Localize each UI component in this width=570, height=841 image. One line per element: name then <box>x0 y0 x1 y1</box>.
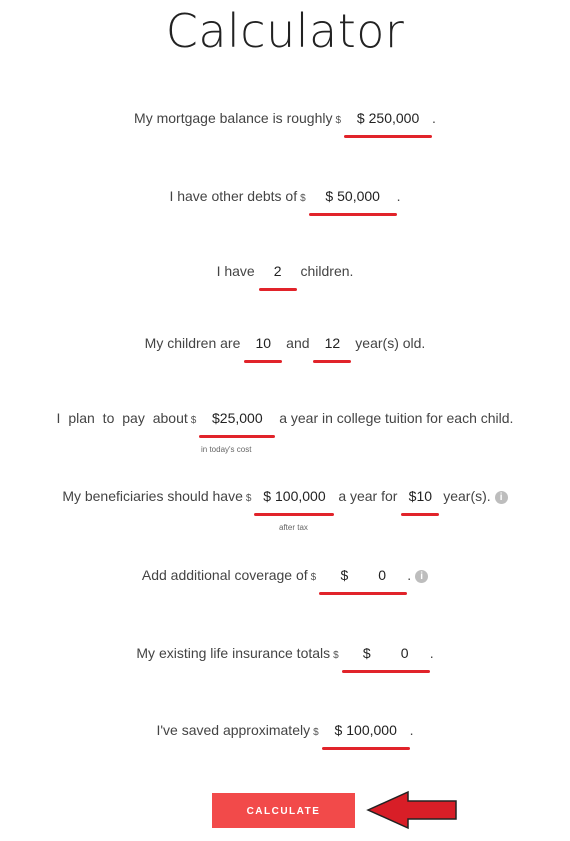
years-label: year(s). <box>443 488 491 504</box>
beneficiaries-years-value: 10 <box>416 488 433 504</box>
and-label: and <box>286 335 310 351</box>
saved-row <box>0 722 570 738</box>
dollar-sign: $ <box>263 488 272 504</box>
calculate-button[interactable]: CALCULATE <box>212 793 355 828</box>
beneficiaries-label: My beneficiaries should have <box>62 488 243 504</box>
period: . <box>409 722 414 738</box>
currency-label: $ <box>310 572 317 583</box>
years-old-label: year(s) old. <box>355 335 426 351</box>
input-underline <box>401 513 439 516</box>
existing-value: 0 <box>400 645 409 661</box>
additional-label: Add additional coverage of <box>141 567 308 583</box>
red-arrow-icon <box>364 789 460 831</box>
children-count-row <box>0 263 570 279</box>
input-underline <box>244 360 282 363</box>
beneficiaries-row <box>0 488 570 504</box>
existing-label: My existing life insurance totals <box>136 645 331 661</box>
input-underline <box>319 592 407 595</box>
mortgage-value: 250,000 <box>368 110 420 126</box>
tuition-label: I plan to pay about <box>56 410 188 426</box>
input-underline <box>344 135 432 138</box>
input-underline <box>309 213 397 216</box>
tuition-value: 25,000 <box>219 410 263 426</box>
saved-input[interactable] <box>322 722 410 738</box>
dollar-sign: $ <box>334 722 343 738</box>
children-label: children. <box>300 263 354 279</box>
child-age-2-value: 12 <box>324 335 341 351</box>
currency-label: $ <box>245 493 252 504</box>
additional-value: 0 <box>378 567 387 583</box>
mortgage-label: My mortgage balance is roughly <box>134 110 333 126</box>
period: . <box>432 110 436 126</box>
dollar-sign: $ <box>340 567 349 583</box>
info-icon[interactable]: i <box>415 570 428 583</box>
children-count-label: I have <box>216 263 255 279</box>
debts-label: I have other debts of <box>169 188 298 204</box>
debts-value: 50,000 <box>337 188 380 204</box>
input-underline <box>342 670 430 673</box>
child-age-1-input[interactable] <box>244 335 282 351</box>
dollar-sign: $ <box>356 110 365 126</box>
currency-label: $ <box>335 115 342 126</box>
currency-label: $ <box>300 193 306 204</box>
tuition-note: in today's cost <box>201 445 252 454</box>
period: . <box>396 188 401 204</box>
additional-input[interactable] <box>319 567 407 583</box>
input-underline <box>199 435 275 438</box>
children-ages-label: My children are <box>144 335 241 351</box>
debts-row <box>0 188 570 204</box>
beneficiaries-value: 100,000 <box>275 488 326 504</box>
year-for-label: a year for <box>338 488 398 504</box>
beneficiaries-note: after tax <box>279 523 308 532</box>
info-icon[interactable]: i <box>495 491 508 504</box>
currency-label: $ <box>313 727 319 738</box>
input-underline <box>259 288 297 291</box>
page-title: Calculator <box>165 4 405 58</box>
tuition-suffix: a year in college tuition for each child. <box>279 410 514 426</box>
saved-label: I've saved approximately <box>156 722 311 738</box>
saved-value: 100,000 <box>346 722 397 738</box>
beneficiaries-amount-input[interactable] <box>254 488 334 504</box>
mortgage-row <box>0 110 570 126</box>
dollar-sign: $ <box>362 645 371 661</box>
child-age-2-input[interactable] <box>313 335 351 351</box>
existing-row <box>0 645 570 661</box>
period: . <box>429 645 434 661</box>
children-count-input[interactable] <box>259 263 297 279</box>
input-underline <box>254 513 334 516</box>
currency-label: $ <box>333 650 339 661</box>
dollar-sign: $ <box>212 410 220 426</box>
input-underline <box>322 747 410 750</box>
existing-input[interactable] <box>342 645 430 661</box>
tuition-input[interactable] <box>199 410 275 426</box>
input-underline <box>313 360 351 363</box>
beneficiaries-years-input[interactable] <box>401 488 439 504</box>
period: . <box>407 567 412 583</box>
dollar-sign: $ <box>325 188 334 204</box>
mortgage-input[interactable] <box>344 110 432 126</box>
children-count-value: 2 <box>273 263 282 279</box>
child-age-1-value: 10 <box>255 335 272 351</box>
additional-row <box>0 567 570 583</box>
currency-label: $ <box>190 415 197 426</box>
debts-input[interactable] <box>309 188 397 204</box>
tuition-row <box>0 410 570 426</box>
dollar-sign: $ <box>408 488 417 504</box>
children-ages-row <box>0 335 570 351</box>
